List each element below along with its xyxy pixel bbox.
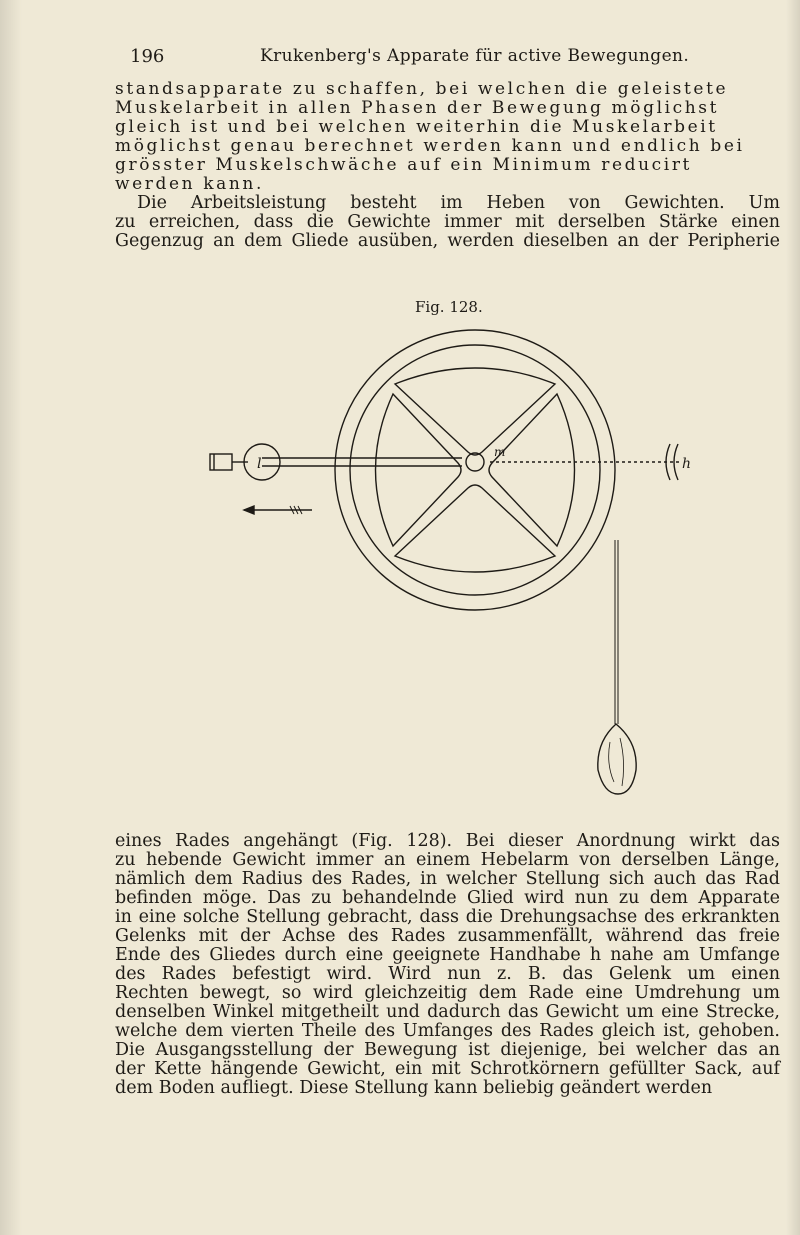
text-line: werden kann.: [115, 174, 264, 194]
figure-caption: Fig. 128.: [415, 298, 483, 316]
spoke-opening-left: [376, 394, 462, 546]
paragraph-1: [115, 194, 780, 251]
text-line: gleich ist und bei welchen weiterhin die Muskelarbeit: [115, 117, 718, 137]
text-line: möglichst genau berechnet werden kann und endlich bei: [115, 136, 745, 156]
text-line: zu erreichen, dass die Gewichte immer mit derselben Stärke einen: [115, 212, 780, 232]
text-line: Gelenks mit der Achse des Rades zusammenfällt, während das freie: [115, 926, 780, 946]
text-line: befinden möge. Das zu behandelnde Glied wird nun zu dem Apparate: [115, 888, 780, 908]
page-header: [130, 46, 770, 70]
wheel-diagram: [200, 312, 740, 812]
text-line: denselben Winkel mitgetheilt und dadurch das Gewicht um eine Strecke,: [115, 1002, 780, 1022]
text-line: welche dem vierten Theile des Umfanges des Rades gleich ist, gehoben.: [115, 1021, 780, 1041]
text-line: Die Arbeitsleistung besteht im Heben von Gewichten. Um: [137, 193, 780, 213]
text-line: dem Boden aufliegt. Diese Stellung kann beliebig geändert werden: [115, 1078, 713, 1098]
label-m: m: [494, 445, 506, 459]
wheel-rim-outer: [335, 330, 615, 610]
text-line: grösster Muskelschwäche auf ein Minimum reducirt: [115, 155, 692, 175]
wheel-figure: [200, 312, 740, 812]
running-title: Krukenberg's Apparate für active Bewegungen.: [260, 46, 690, 66]
text-line: in eine solche Stellung gebracht, dass die Drehungsachse des erkrankten: [115, 907, 780, 927]
text-line: zu hebende Gewicht immer an einem Hebelarm von derselben Länge,: [115, 850, 780, 870]
text-line: nämlich dem Radius des Rades, in welcher Stellung sich auch das Rad: [115, 869, 780, 889]
joint-circle: [244, 444, 280, 480]
wheel-rim-inner: [350, 345, 600, 595]
label-h: h: [682, 456, 692, 472]
text-line: Die Ausgangsstellung der Bewegung ist diejenige, bei welcher das an: [115, 1040, 780, 1060]
spoke-opening-bottom: [395, 485, 555, 572]
text-line: des Rades befestigt wird. Wird nun z. B. das Gelenk um einen: [115, 964, 780, 984]
text-line: Rechten bewegt, so wird gleichzeitig dem Rade eine Umdrehung um: [115, 983, 780, 1003]
text-line: eines Rades angehängt (Fig. 128). Bei dieser Anordnung wirkt das: [115, 831, 780, 851]
text-line: standsapparate zu schaffen, bei welchen die geleistete: [115, 79, 729, 99]
text-line: Ende des Gliedes durch eine geeignete Handhabe h nahe am Umfange: [115, 945, 780, 965]
handle-h: [666, 444, 670, 480]
spoke-opening-top: [395, 368, 555, 455]
text-line: Gegenzug an dem Gliede ausüben, werden dieselben an der Peripherie: [115, 231, 780, 251]
text-line: Muskelarbeit in allen Phasen der Bewegung möglichst: [115, 98, 720, 118]
page-edge-shadow: [786, 0, 800, 1235]
text-line: der Kette hängende Gewicht, ein mit Schrotkörnern gefüllter Sack, auf: [115, 1059, 780, 1079]
page-number: 196: [130, 46, 165, 67]
spoke-opening-right: [489, 394, 575, 546]
intro-text: [115, 80, 780, 194]
label-l: l: [257, 456, 262, 472]
paragraph-2: [115, 832, 780, 1098]
page-edge-shadow: [0, 0, 22, 1235]
weight-sack: [598, 724, 636, 794]
